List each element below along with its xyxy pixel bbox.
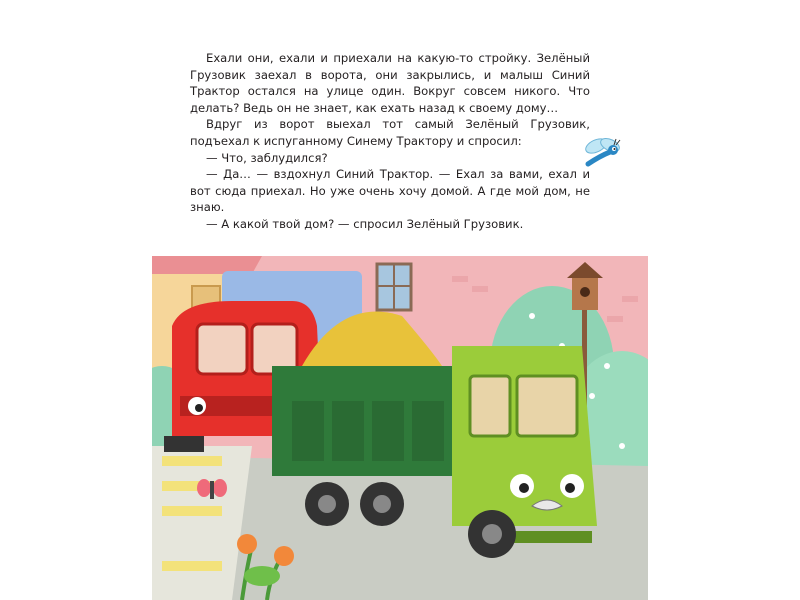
street-illustration bbox=[152, 256, 648, 600]
dragonfly-icon bbox=[580, 134, 626, 172]
story-paragraph-2: Вдруг из ворот выехал тот самый Зелёный Грузовик, подъехал к испуганному Синему Трактору и спросил: bbox=[190, 117, 590, 148]
story-paragraph-5: — А какой твой дом? — спросил Зелёный Грузовик. bbox=[206, 216, 524, 231]
story-text bbox=[190, 50, 590, 233]
story-paragraph-4: — Да… — вздохнул Синий Трактор. — Ехал за вами, ехал и вот сюда приехал. Но уже очень хочу домой. А где мой дом, не знаю. bbox=[190, 167, 590, 215]
story-paragraph-3: — Что, заблудился? bbox=[206, 150, 328, 165]
story-paragraph-1: Ехали они, ехали и приехали на какую-то стройку. Зелёный Грузовик заехал в ворота, они закрылись, и малыш Синий Трактор остался на улице один. Вокруг совсем никого. Что делать? Ведь он не знает, как ехать назад к своему дому… bbox=[190, 51, 590, 115]
butterfly-icon bbox=[197, 479, 227, 499]
book-page bbox=[152, 0, 648, 600]
